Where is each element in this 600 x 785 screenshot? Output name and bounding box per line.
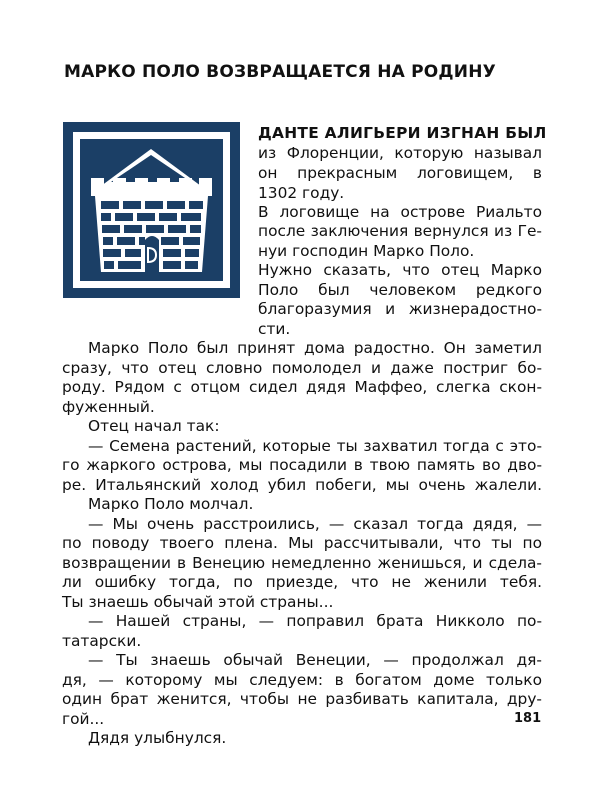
text-line: из Флоренции, которую называл [258,144,542,162]
text-line: — Нашей страны, — поправил брата Никколо по- [88,612,542,630]
text-line: дя, — которому мы следуем: в богатом доме только [62,671,542,689]
page-number: 181 [514,711,542,726]
text-line: 1302 году. [258,184,345,202]
text-line: Поло был человеком редкого [258,281,542,299]
text-line: один брат женится, чтобы не разбивать капитала, дру- [62,690,542,708]
text-line: сти. [258,320,291,338]
text-line: благоразумия и жизнерадостно- [258,300,542,318]
text-line: по поводу твоего плена. Мы рассчитывали, что ты по [62,534,542,552]
text-line: — Мы очень расстроились, — сказал тогда дядя, — [88,515,542,533]
text-line: Марко Поло молчал. [88,495,254,513]
text-line: Нужно сказать, что отец Марко [258,261,542,279]
text-line: возвращении в Венецию немедленно женишься, и сделa- [62,554,542,572]
text-line: сразу, что отец словно помолодел и даже постриг бо- [62,359,542,377]
text-line: фуженный. [62,398,155,416]
castle-tower-icon [63,122,240,298]
text-line: роду. Рядом с отцом сидел дядя Маффео, слегка скон- [62,378,542,396]
text-line: гой... [62,710,105,728]
text-line: Отец начал так: [88,417,220,435]
text-line: нуи господин Марко Поло. [258,242,475,260]
text-line: ре. Итальянский холод убил побеги, мы очень жалели. [62,476,542,494]
text-line: — Семена растений, которые ты захватил тогда с это- [88,437,542,455]
text-line: Ты знаешь обычай этой страны... [62,593,334,611]
text-line: татарски. [62,632,142,650]
text-line: — Ты знаешь обычай Венеции, — продолжал дя- [88,651,542,669]
text-line: го жаркого острова, мы посадили в твою память во дво- [62,456,542,474]
text-line: Марко Поло был принят дома радостно. Он заметил [88,339,542,357]
text-line: он прекрасным логовищем, в [258,164,542,182]
text-line: ли ошибку тогда, по приезде, что не женили тебя. [62,573,542,591]
text-line: после заключения вернулся из Ге- [258,222,542,240]
text-line: В логовище на острове Риальто [258,203,542,221]
chapter-title: МАРКО ПОЛО ВОЗВРАЩАЕТСЯ НА РОДИНУ [64,62,496,82]
text-line: Дядя улыбнулся. [88,729,227,747]
text-line: ДАНТЕ АЛИГЬЕРИ ИЗГНАН БЫЛ [258,124,547,142]
